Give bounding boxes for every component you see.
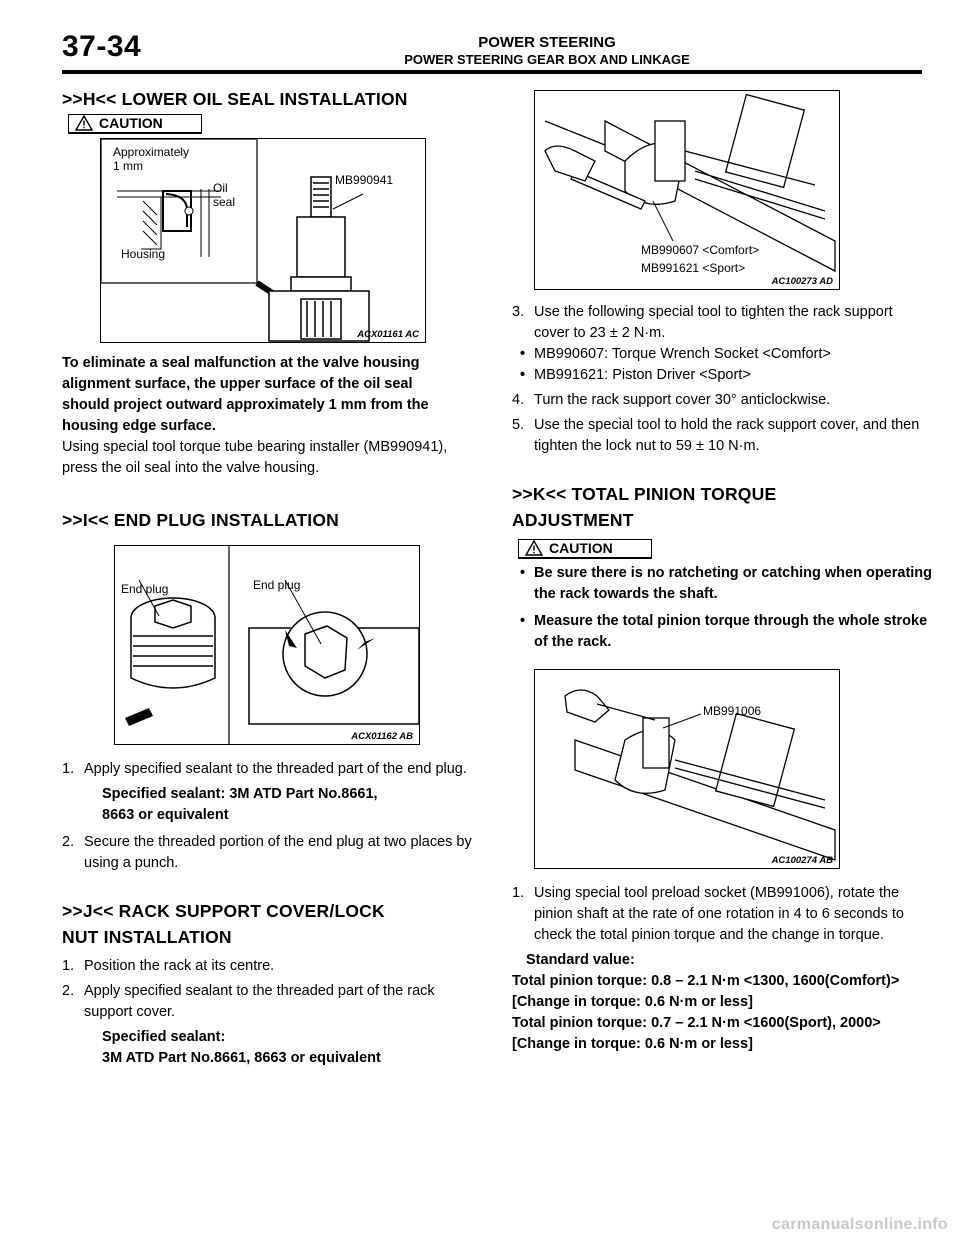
caution-bullet-1: • Be sure there is no ratcheting or catching when operating the rack towards the shaft. (520, 565, 933, 602)
caution-label: CAUTION (99, 115, 163, 131)
step-4: 4. Turn the rack support cover 30° anticlockwise. (512, 392, 831, 408)
header-rule (62, 70, 922, 74)
heading-end-plug: >>I<< END PLUG INSTALLATION (62, 510, 340, 530)
step-1: 1. Position the rack at its centre. (62, 958, 275, 974)
page-number: 37-34 (62, 30, 142, 63)
label-oil: Oil (213, 181, 228, 195)
section-title: POWER STEERING GEAR BOX AND LINKAGE (404, 52, 690, 67)
figure-rack-support-tool (534, 90, 840, 290)
heading-rack-support-1: >>J<< RACK SUPPORT COVER/LOCK (62, 901, 385, 921)
step-3: 3. Use the following special tool to tighten the rack support cover to 23 ± 2 N·m. (512, 304, 893, 341)
step-1: 1. Using special tool preload socket (MB991006), rotate the pinion shaft at the rate of one rotation in 4 to 6 seconds to check the total pinion torque and the change in torque. (512, 885, 904, 943)
label-end-plug-right: End plug (253, 578, 301, 592)
step-2: 2. Apply specified sealant to the threaded part of the rack support cover. (62, 983, 435, 1020)
spec-torque-sport: Total pinion torque: 0.7 – 2.1 N·m <1600(Sport), 2000> (512, 1015, 881, 1031)
figure-pinion-torque (534, 669, 840, 869)
label-tool: MB990941 (335, 173, 394, 187)
step-2: 2. Secure the threaded portion of the end plug at two places by using a punch. (62, 834, 472, 871)
label-end-plug-left: End plug (121, 582, 169, 596)
caution-badge (518, 539, 652, 559)
page-header (62, 30, 922, 75)
pinion-torque-illustration (535, 670, 840, 869)
label-approximately: Approximately (113, 145, 190, 159)
figure-oil-seal (100, 138, 426, 343)
left-column (62, 86, 472, 1069)
end-plug-illustration (115, 546, 420, 745)
watermark: carmanualsonline.info (771, 1216, 948, 1233)
oil-seal-illustration (101, 139, 426, 343)
step-1: 1. Apply specified sealant to the threaded part of the end plug. (62, 761, 467, 777)
caution-badge (68, 114, 202, 134)
spec-torque-comfort: Total pinion torque: 0.8 – 2.1 N·m <1300, 1600(Comfort)> (512, 973, 900, 989)
spec-sealant-line2: 3M ATD Part No.8661, 8663 or equivalent (102, 1050, 381, 1066)
figure-code: AC100274 AB (771, 855, 833, 866)
label-tool-comfort: MB990607 <Comfort> (641, 243, 760, 257)
spec-sealant-line1: Specified sealant: 3M ATD Part No.8661, (102, 786, 378, 802)
spec-standard-label: Standard value: (526, 952, 635, 968)
heading-pinion-torque-2: ADJUSTMENT (512, 510, 634, 530)
tool-bullet-2: • MB991621: Piston Driver <Sport> (520, 367, 751, 383)
caution-text: To eliminate a seal malfunction at the valve housing alignment surface, the upper surface of the oil seal should project outward approximately 1 mm from the housing edge surface. (62, 355, 429, 434)
spec-sealant-line1: Specified sealant: (102, 1029, 226, 1045)
figure-code: AC100273 AD (771, 276, 833, 287)
warning-icon (75, 115, 93, 131)
caution-bullet-2: • Measure the total pinion torque through the whole stroke of the rack. (520, 613, 928, 650)
paragraph-oil-seal: Using special tool torque tube bearing installer (MB990941), press the oil seal into the valve housing. (62, 439, 448, 476)
spec-sealant-line2: 8663 or equivalent (102, 807, 229, 823)
chapter-title: POWER STEERING (478, 34, 616, 51)
step-5: 5. Use the special tool to hold the rack support cover, and then tighten the lock nut to 59 ± 10 N·m. (512, 417, 920, 454)
spec-change-comfort: [Change in torque: 0.6 N·m or less] (512, 994, 753, 1010)
figure-code: ACX01161 AC (357, 329, 419, 340)
figure-end-plug (114, 545, 420, 745)
label-seal: seal (213, 195, 236, 209)
heading-rack-support-2: NUT INSTALLATION (62, 927, 232, 947)
label-1mm: 1 mm (113, 159, 143, 173)
tool-bullet-1: • MB990607: Torque Wrench Socket <Comfort> (520, 346, 831, 362)
heading-lower-oil-seal: >>H<< LOWER OIL SEAL INSTALLATION (62, 89, 408, 109)
label-tool-sport: MB991621 <Sport> (641, 261, 746, 275)
caution-label: CAUTION (549, 540, 613, 556)
figure-code: ACX01162 AB (351, 731, 413, 742)
heading-pinion-torque-1: >>K<< TOTAL PINION TORQUE (512, 484, 777, 504)
label-tool: MB991006 (703, 704, 762, 718)
label-housing: Housing (121, 247, 166, 261)
right-column (512, 90, 932, 1055)
warning-icon (525, 540, 543, 556)
spec-change-sport: [Change in torque: 0.6 N·m or less] (512, 1036, 753, 1052)
